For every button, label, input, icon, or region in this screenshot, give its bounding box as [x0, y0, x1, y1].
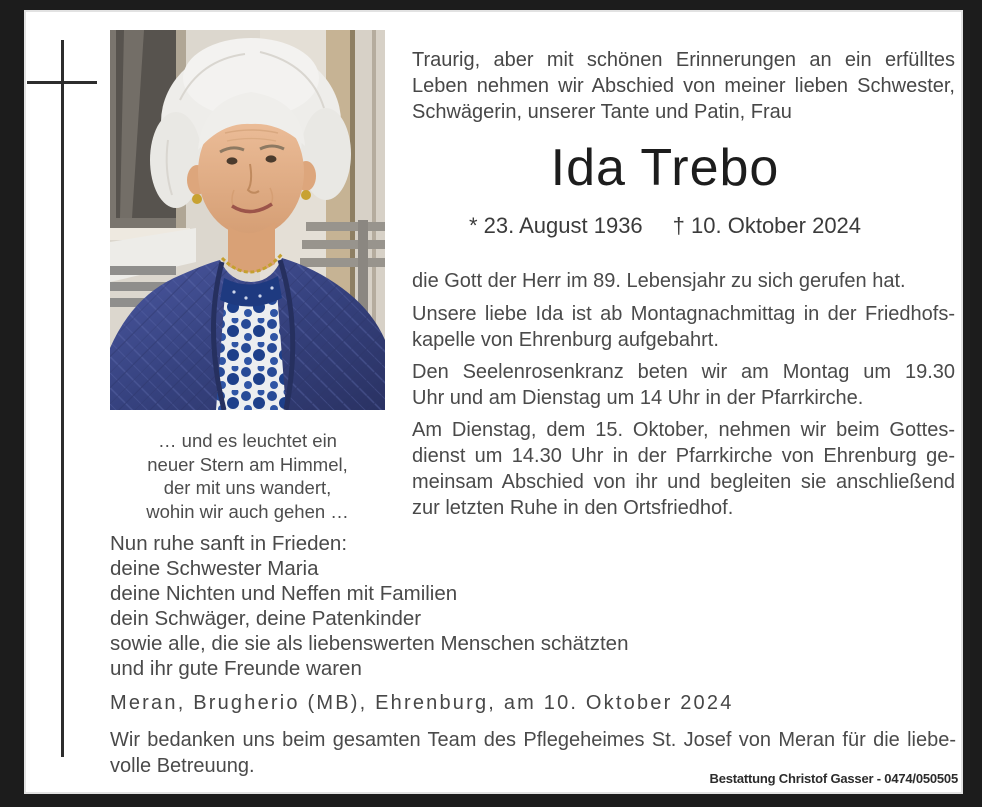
mourners-line: sowie alle, die sie als liebenswerten Menschen schätzten — [110, 632, 629, 655]
intro-text — [412, 47, 955, 125]
verse-line: der mit uns wandert, — [163, 477, 332, 498]
memorial-verse — [110, 429, 385, 523]
paragraph-line: meinsam Abschied von ihr und begleiten sie anschließend — [412, 471, 955, 493]
mourners-line: dein Schwäger, deine Patenkinder — [110, 607, 422, 630]
thanks-line: Wir bedanken uns beim gesamten Team des Pflegeheimes St. Josef von Meran für die liebe- — [110, 729, 956, 751]
announcement-paragraph-1 — [412, 268, 955, 294]
paragraph-line: Am Dienstag, dem 15. Oktober, nehmen wir beim Gottes- — [412, 419, 955, 441]
mourners-line: deine Schwester Maria — [110, 557, 319, 580]
intro-line: Leben nehmen wir Abschied von meiner lieben Schwester, — [412, 75, 955, 97]
paragraph-line: die Gott der Herr im 89. Lebensjahr zu sich gerufen hat. — [412, 270, 906, 292]
mourners-line: Nun ruhe sanft in Frieden: — [110, 532, 348, 555]
mourners-line: und ihr gute Freunde waren — [110, 657, 362, 680]
verse-line: … und es leuchtet ein — [158, 430, 337, 451]
intro-line: Traurig, aber mit schönen Erinnerungen an ein erfülltes — [412, 49, 955, 71]
mourners-line: deine Nichten und Neffen mit Familien — [110, 582, 458, 605]
funeral-home-credit: Bestattung Christof Gasser - 0474/050505 — [709, 771, 958, 786]
verse-line: neuer Stern am Himmel, — [147, 453, 348, 475]
deceased-name: Ida Trebo — [550, 139, 780, 197]
life-dates — [410, 212, 920, 240]
portrait-photo — [110, 30, 385, 410]
thanks-line: volle Betreuung. — [110, 755, 255, 777]
announcement-paragraph-3 — [412, 359, 955, 411]
portrait-illustration — [110, 30, 385, 410]
death-date: † 10. Oktober 2024 — [672, 213, 862, 238]
paragraph-line: dienst um 14.30 Uhr in der Pfarrkirche von Ehrenburg ge- — [412, 445, 955, 467]
mourners-list — [110, 531, 730, 681]
announcement-paragraph-4 — [412, 417, 955, 521]
paragraph-line: Unsere liebe Ida ist ab Montagnachmittag in der Friedhofs- — [412, 303, 955, 325]
birth-date: * 23. August 1936 — [468, 213, 643, 238]
paragraph-line: Uhr und am Dienstag um 14 Uhr in der Pfarrkirche. — [412, 387, 864, 409]
paragraph-line: zur letzten Ruhe in den Ortsfriedhof. — [412, 497, 734, 519]
paragraph-line: kapelle von Ehrenburg aufgebahrt. — [412, 329, 719, 351]
cross-icon-bar — [27, 81, 97, 84]
cross-icon — [61, 40, 64, 757]
paragraph-line: Den Seelenrosenkranz beten wir am Montag um 19.30 — [412, 361, 955, 383]
announcement-paragraph-2 — [412, 301, 955, 353]
place-date-line: Meran, Brugherio (MB), Ehrenburg, am 10. Oktober 2024 — [110, 692, 734, 714]
intro-line: Schwägerin, unserer Tante und Patin, Frau — [412, 101, 792, 123]
verse-line: wohin wir auch gehen … — [146, 500, 349, 522]
